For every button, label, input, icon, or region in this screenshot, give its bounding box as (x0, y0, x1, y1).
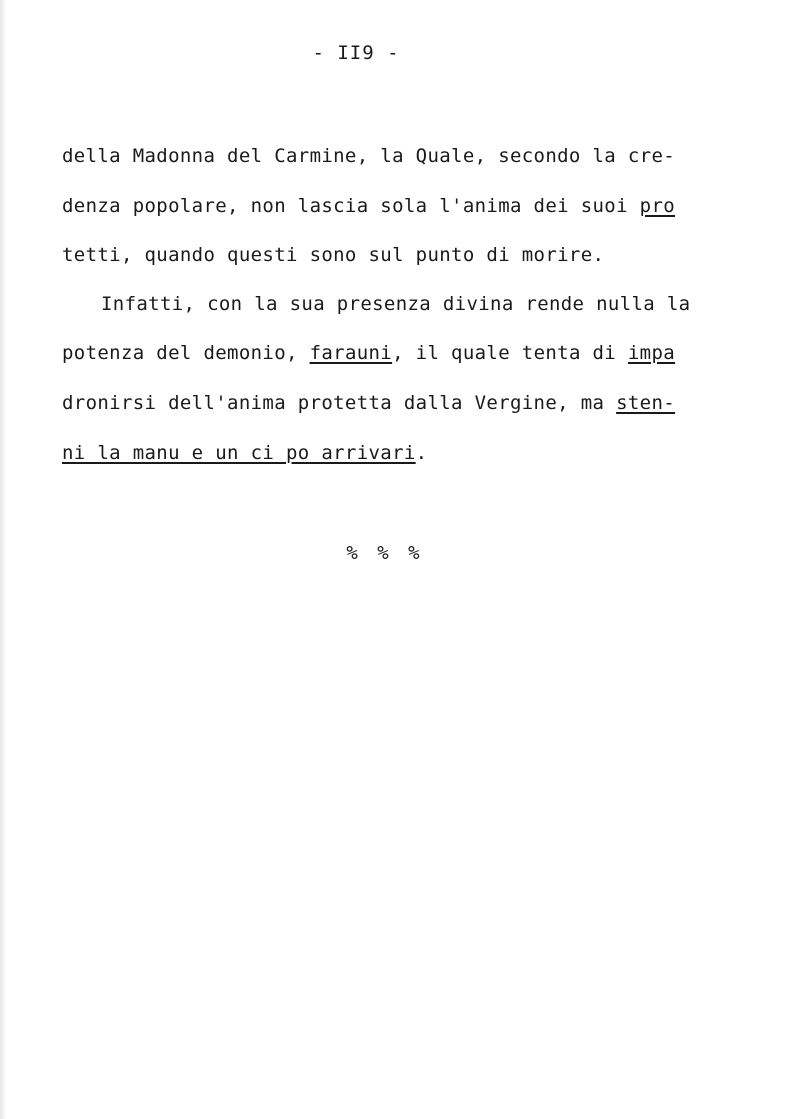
text-line (62, 144, 675, 168)
text-segment: , il quale tenta di (392, 342, 628, 364)
text-segment: dronirsi dell'anima protetta dalla Vergine, ma (62, 392, 617, 414)
text-line (62, 194, 675, 218)
text-segment: della Madonna del Carmine, la Quale, secondo la cre- (62, 145, 676, 167)
text-segment: denza popolare, non lascia sola l'anima dei suoi (62, 195, 640, 217)
text-segment: tetti, quando questi sono sul punto di morire. (62, 244, 605, 266)
text-line (62, 341, 675, 365)
text-line (62, 441, 427, 465)
underlined-phrase: ni la manu e un ci po arrivari (62, 442, 416, 464)
text-segment: Infatti, con la sua presenza divina rende nulla la (101, 293, 691, 315)
page-number: - II9 - (312, 42, 400, 64)
text-line (62, 391, 675, 415)
underlined-word: farauni (309, 342, 393, 364)
underlined-word: impa (627, 342, 676, 364)
text-segment: . (415, 442, 428, 464)
underlined-word: sten- (616, 392, 676, 414)
paragraph-start-line (101, 292, 690, 316)
underlined-word: pro (639, 195, 676, 217)
text-segment: potenza del demonio, (62, 342, 310, 364)
text-line (62, 243, 604, 267)
section-separator: % % % (346, 542, 424, 564)
